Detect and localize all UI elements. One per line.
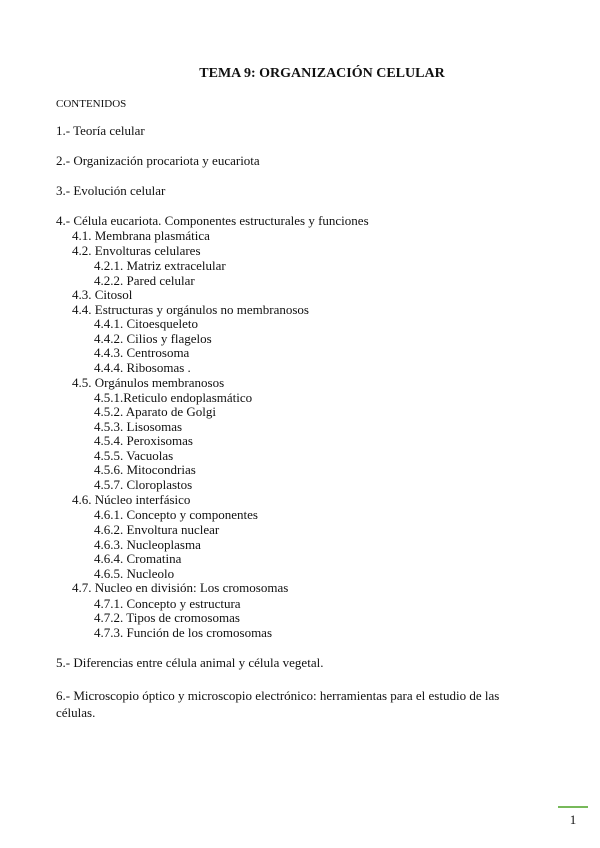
- toc-item-4-5-6: 4.5.6. Mitocondrias: [94, 462, 196, 477]
- toc-item-4: 4.- Célula eucariota. Componentes estructurales y funciones: [56, 213, 369, 228]
- toc-item-4-4-1: 4.4.1. Citoesqueleto: [94, 316, 198, 331]
- toc-item-4-2-2: 4.2.2. Pared celular: [94, 273, 195, 288]
- toc-item-4-5: 4.5. Orgánulos membranosos: [72, 375, 225, 390]
- toc-item-1: 1.- Teoría celular: [56, 123, 145, 138]
- toc-item-4-5-1: 4.5.1.Reticulo endoplasmático: [94, 390, 253, 405]
- toc-item-4-6-3: 4.6.3. Nucleoplasma: [94, 537, 201, 552]
- toc-item-6-cont: células.: [56, 705, 96, 720]
- contents-heading: CONTENIDOS: [56, 98, 127, 110]
- toc-item-4-6: 4.6. Núcleo interfásico: [72, 492, 191, 507]
- toc-item-5: 5.- Diferencias entre célula animal y célula vegetal.: [56, 655, 324, 670]
- document-title: TEMA 9: ORGANIZACIÓN CELULAR: [199, 66, 445, 81]
- toc-item-4-5-4: 4.5.4. Peroxisomas: [94, 433, 193, 448]
- toc-item-4-4-2: 4.4.2. Cilios y flagelos: [94, 331, 212, 346]
- toc-item-4-4-3: 4.4.3. Centrosoma: [94, 345, 190, 360]
- toc-item-4-6-1: 4.6.1. Concepto y componentes: [94, 507, 258, 522]
- toc-item-4-5-2: 4.5.2. Aparato de Golgi: [94, 404, 217, 419]
- toc-item-3: 3.- Evolución celular: [56, 183, 166, 198]
- toc-item-4-7: 4.7. Nucleo en división: Los cromosomas: [72, 580, 289, 595]
- toc-item-4-2-1: 4.2.1. Matriz extracelular: [94, 258, 226, 273]
- toc-item-4-6-4: 4.6.4. Cromatina: [94, 551, 182, 566]
- toc-item-4-4-4: 4.4.4. Ribosomas .: [94, 360, 191, 375]
- toc-item-4-7-3: 4.7.3. Función de los cromosomas: [94, 625, 273, 640]
- toc-item-4-6-5: 4.6.5. Nucleolo: [94, 566, 175, 581]
- toc-item-4-1: 4.1. Membrana plasmática: [72, 228, 210, 243]
- toc-item-4-7-2: 4.7.2. Tipos de cromosomas: [94, 610, 240, 625]
- toc-item-4-6-2: 4.6.2. Envoltura nuclear: [94, 522, 220, 537]
- toc-item-2: 2.- Organización procariota y eucariota: [56, 153, 260, 168]
- toc-item-4-7-1: 4.7.1. Concepto y estructura: [94, 596, 241, 611]
- toc-item-4-5-3: 4.5.3. Lisosomas: [94, 419, 183, 434]
- toc-item-4-4: 4.4. Estructuras y orgánulos no membranosos: [72, 302, 309, 317]
- toc-item-4-3: 4.3. Citosol: [72, 287, 133, 302]
- page-number-box: [558, 806, 588, 832]
- toc-item-4-5-7: 4.5.7. Cloroplastos: [94, 477, 193, 492]
- page-number: 1: [569, 812, 577, 827]
- toc-item-6: 6.- Microscopio óptico y microscopio electrónico: herramientas para el estudio de las: [56, 688, 500, 703]
- toc-item-4-2: 4.2. Envolturas celulares: [72, 243, 201, 258]
- toc-item-4-5-5: 4.5.5. Vacuolas: [94, 448, 174, 463]
